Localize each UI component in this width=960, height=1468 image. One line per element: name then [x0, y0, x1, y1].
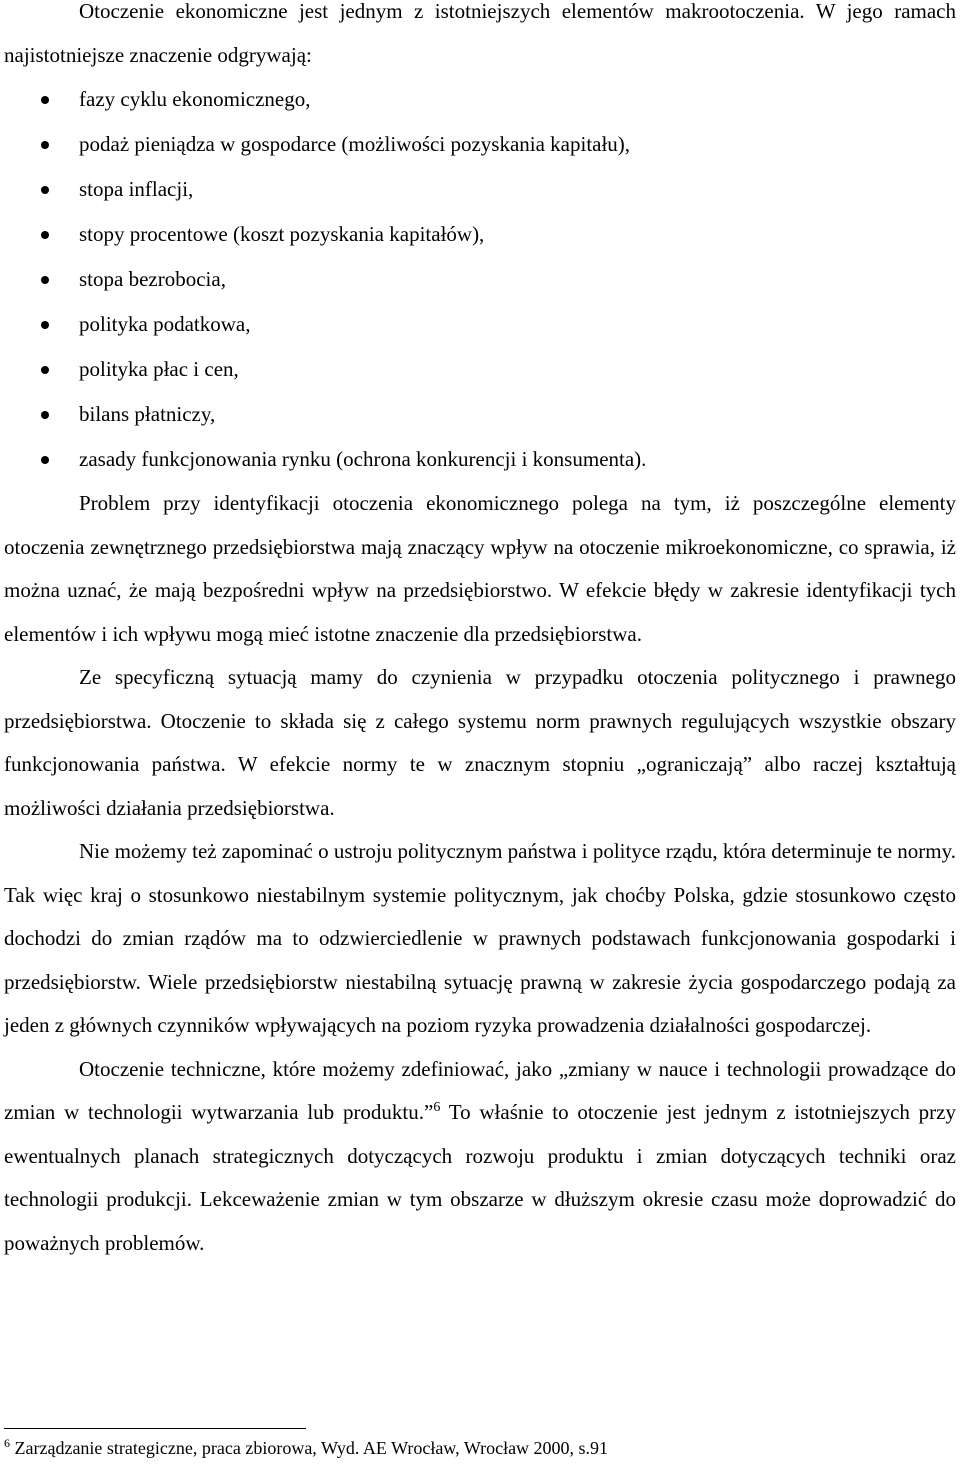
- paragraph-text: Otoczenie techniczne, które możemy zdefiniować, jako „zmiany w nauce i technologii prowadzące do zmian w technologii wytwarzania lub produktu.”: [4, 1056, 956, 1124]
- footnote-reference[interactable]: 6: [433, 1100, 441, 1115]
- list-item-text: polityka podatkowa,: [79, 312, 251, 336]
- paragraph-political-system: Nie możemy też zapominać o ustroju politycznym państwa i polityce rządu, która determinuje te normy. Tak więc kraj o stosunkowo niestabilnym systemie politycznym, jak choćby Polska, gdzie stosunkowo często dochodzi do zmian rządów ma to odzwierciedlenie w prawnych podstawach funkcjonowania gospodarki i przedsiębiorstw. Wiele przedsiębiorstw niestabilną sytuację prawną w zakresie życia gospodarczego podają za jeden z głównych czynników wpływających na poziom ryzyka prowadzenia działalności gospodarczej.: [4, 839, 956, 1037]
- bullet-icon: [41, 276, 49, 284]
- list-item: [4, 437, 956, 482]
- list-item: [4, 257, 956, 302]
- bullet-icon: [41, 411, 49, 419]
- bullet-icon: [41, 96, 49, 104]
- list-item-text: stopa inflacji,: [79, 177, 194, 201]
- list-item: [4, 167, 956, 212]
- bullet-icon: [41, 141, 49, 149]
- list-item-text: fazy cyklu ekonomicznego,: [79, 87, 311, 111]
- footnote-divider: [4, 1428, 306, 1429]
- paragraph-political-legal: Ze specyficzną sytuacją mamy do czynienia w przypadku otoczenia politycznego i prawnego przedsiębiorstwa. Otoczenie to składa się z całego systemu norm prawnych regulujących wszystkie obszary funkcjonowania państwa. W efekcie normy te w znacznym stopniu „ograniczają” albo raczej kształtują możliwości działania przedsiębiorstwa.: [4, 665, 956, 820]
- list-item: [4, 302, 956, 347]
- economic-factors-list: [4, 77, 956, 482]
- paragraph-text: To właśnie to otoczenie jest jednym z istotniejszych przy ewentualnych planach strategicznych dotyczących rozwoju produktu i zmian dotyczących techniki oraz technologii produkcji. Lekceważenie zmian w tym obszarze w dłuższym okresie czasu może doprowadzić do poważnych problemów.: [4, 1100, 956, 1255]
- list-item-text: stopa bezrobocia,: [79, 267, 226, 291]
- document-page: [4, 0, 956, 1265]
- list-item: [4, 392, 956, 437]
- list-item: [4, 347, 956, 392]
- list-item: [4, 77, 956, 122]
- bullet-icon: [41, 186, 49, 194]
- paragraph-technical-environment: [4, 1048, 956, 1266]
- list-item-text: podaż pieniądza w gospodarce (możliwości pozyskania kapitału),: [79, 132, 631, 156]
- list-item: [4, 122, 956, 167]
- list-item-text: bilans płatniczy,: [79, 402, 216, 426]
- bullet-icon: [41, 321, 49, 329]
- footnote-number: 6: [4, 1436, 10, 1450]
- bullet-icon: [41, 231, 49, 239]
- list-item: [4, 212, 956, 257]
- paragraph-intro: Otoczenie ekonomiczne jest jednym z istotniejszych elementów makrootoczenia. W jego ramach najistotniejsze znaczenie odgrywają:: [4, 0, 956, 67]
- list-item-text: stopy procentowe (koszt pozyskania kapitałów),: [79, 222, 485, 246]
- list-item-text: zasady funkcjonowania rynku (ochrona konkurencji i konsumenta).: [79, 447, 647, 471]
- bullet-icon: [41, 366, 49, 374]
- paragraph-economic-identification: Problem przy identyfikacji otoczenia ekonomicznego polega na tym, iż poszczególne elementy otoczenia zewnętrznego przedsiębiorstwa mają znaczący wpływ na otoczenie mikroekonomiczne, co sprawia, iż można uznać, że mają bezpośredni wpływ na przedsiębiorstwo. W efekcie błędy w zakresie identyfikacji tych elementów i ich wpływu mogą mieć istotne znaczenie dla przedsiębiorstwa.: [4, 491, 956, 646]
- footnote-text: Zarządzanie strategiczne, praca zbiorowa, Wyd. AE Wrocław, Wrocław 2000, s.91: [10, 1438, 609, 1458]
- list-item-text: polityka płac i cen,: [79, 357, 239, 381]
- footnote: [4, 1436, 608, 1460]
- bullet-icon: [41, 456, 49, 464]
